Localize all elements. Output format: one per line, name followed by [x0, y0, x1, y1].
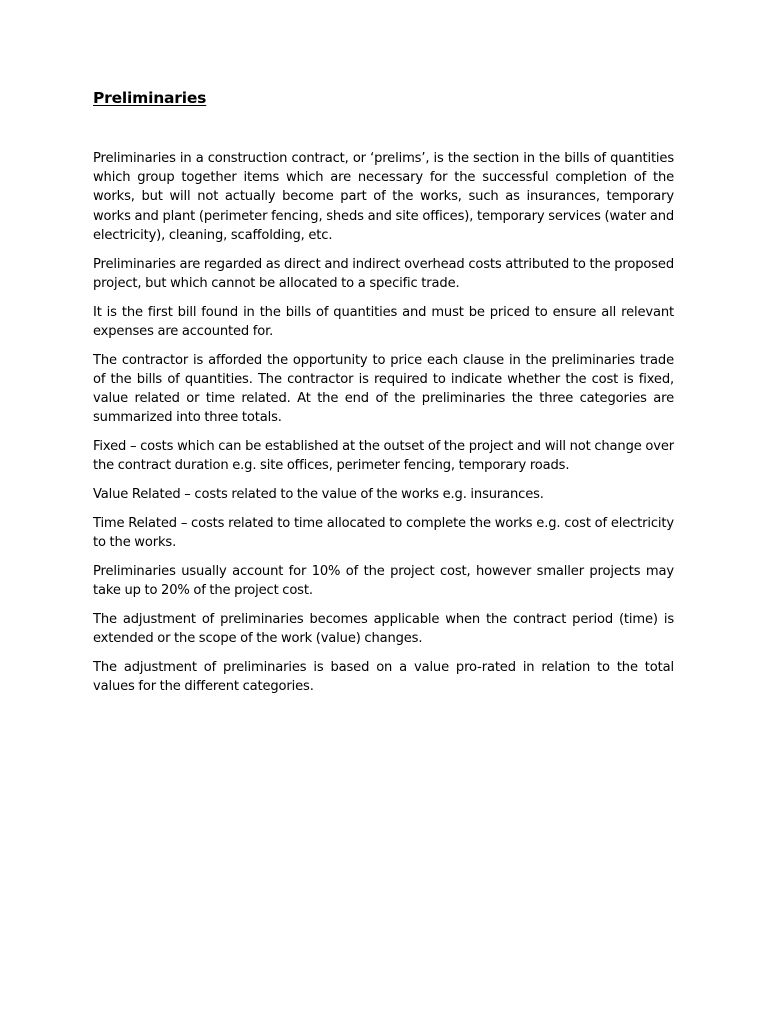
paragraph-typical-percentage: Preliminaries usually account for 10% of the project cost, however smaller projects may take up to 20% of the project cost. — [93, 563, 674, 599]
paragraph-prelims-definition: Preliminaries in a construction contract, or ‘prelims’, is the section in the bills of quantities which group together items which are necessary for the successful completion of the works, but will not actually become part of the works, such as insurances, temporary works and plant (perimeter fencing, sheds and site offices), temporary services (water and electricity), cleaning, scaffolding, etc. — [93, 151, 674, 243]
paragraph-value-related: Value Related – costs related to the value of the works e.g. insurances. — [93, 487, 544, 503]
document-title: Preliminaries — [93, 89, 207, 107]
paragraph-list — [93, 149, 674, 696]
paragraph-time-related: Time Related – costs related to time allocated to complete the works e.g. cost of electricity to the works. — [93, 515, 674, 551]
paragraph-adjustment-applicable: The adjustment of preliminaries becomes applicable when the contract period (time) is extended or the scope of the work (value) changes. — [93, 611, 674, 647]
document-body — [93, 88, 674, 706]
paragraph-fixed-costs: Fixed – costs which can be established at the outset of the project and will not change over the contract duration e.g. site offices, perimeter fencing, temporary roads. — [93, 439, 674, 474]
paragraph-overhead-costs: Preliminaries are regarded as direct and indirect overhead costs attributed to the proposed project, but which cannot be allocated to a specific trade. — [93, 256, 674, 291]
paragraph-first-bill: It is the first bill found in the bills of quantities and must be priced to ensure all relevant expenses are accounted for. — [93, 304, 674, 339]
paragraph-pricing-clauses: The contractor is afforded the opportunity to price each clause in the preliminaries trade of the bills of quantities. The contractor is required to indicate whether the cost is fixed, value related or time related. At the end of the preliminaries the three categories are summarized into three totals. — [93, 352, 674, 426]
paragraph-adjustment-basis: The adjustment of preliminaries is based on a value pro-rated in relation to the total values for the different categories. — [93, 659, 674, 695]
